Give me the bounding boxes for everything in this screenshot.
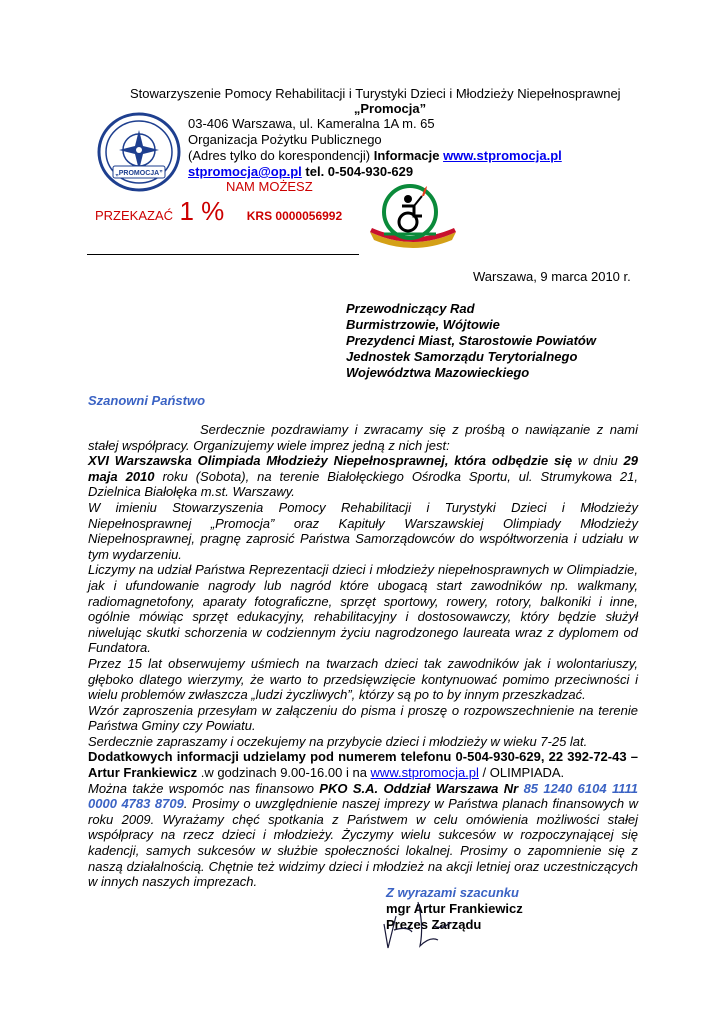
greeting: Szanowni Państwo xyxy=(88,393,206,408)
nam-mozesz: NAM MOŻESZ xyxy=(226,179,313,194)
correspondence-text: (Adres tylko do korespondencji) xyxy=(188,148,374,163)
finance-rest: . Prosimy o uwzględnienie naszej imprezy w Państwa planach finansowych w roku 2009. Wyrażamy chęć spotkania z Państwem w celu omówienia możliwości stałej współpracy na rzecz dzieci i młodzieży. Życzymy wielu sukcesów w rozpoczynającej się kadencji, samych sukcesów w służbie społeczności lokalnej. Prosimy o zapomnienie się z naszą działalnością. Chętnie też widzimy dzieci i młodzież na akcji letniej oraz uczestniczących w innych naszych imprezach. xyxy=(88,796,638,890)
address-line: 03-406 Warszawa, ul. Kameralna 1A m. 65 xyxy=(188,116,435,131)
email-link[interactable]: stpromocja@op.pl xyxy=(188,164,302,179)
org-short-name: „Promocja” xyxy=(353,101,427,116)
paragraph-invite: W imieniu Stowarzyszenia Pomocy Rehabilitacji i Turystyki Dzieci i Młodzieży Niepełnosprawnej „Promocja” oraz Kapituły Warszawskiej Olimpiady Młodzieży Niepełnosprawnej, pragnę zaprosić Państwa Samorządowców do współtworzenia i udziału w tym wydarzeniu. xyxy=(88,499,638,562)
finance-intro: Można także wspomóc nas finansowo xyxy=(88,780,320,796)
contact-line xyxy=(188,164,562,180)
opp-line: Organizacja Pożytku Publicznego xyxy=(188,132,382,147)
bank-account: 85 1240 6104 1111 0000 4783 8709 xyxy=(88,780,638,812)
contact-phones: Dodatkowych informacji udzielamy pod numerem telefonu 0-504-930-629, 22 392-72-43 – Artur Frankiewicz xyxy=(88,749,638,781)
recipient-line: Burmistrzowie, Wójtowie xyxy=(346,317,500,332)
event-date: 29 maja 2010 xyxy=(88,453,638,484)
olympiad-link[interactable]: www.stpromocja.pl xyxy=(370,765,479,781)
header-divider xyxy=(87,254,359,255)
website-link[interactable]: www.stpromocja.pl xyxy=(443,148,562,163)
paragraph-prizes: Liczymy na udział Państwa Reprezentacji dzieci i młodzieży niepełnosprawnych w Olimpiadzie, jak i ufundowanie nagrody lub nagród które ubogacą start zawodników np. walkmany, radiomagnetofony, aparaty fotograficzne, sprzęt sportowy, rowery, rotory, balkoniki i inne, ogólnie mówiąc sprzęt edukacyjny, rehabilitacyjny i dostosowawczy, który będzie służył niwelując skutki schorzenia w codziennym życiu nagrodzonego laureata wraz z dyplomem od Fundatora. xyxy=(88,562,638,656)
signer-name: mgr Artur Frankiewicz xyxy=(386,901,523,916)
info-label: Informacje xyxy=(373,148,444,163)
contact-end: / OLIMPIADA. xyxy=(478,765,565,781)
paragraph-welcome: Serdecznie zapraszamy i oczekujemy na przybycie dzieci i młodzieży w wieku 7-25 lat. xyxy=(88,733,588,749)
signer-title: Prezes Zarządu xyxy=(386,917,482,932)
phone-text: tel. 0-504-930-629 xyxy=(301,164,414,179)
recipient-line: Województwa Mazowieckiego xyxy=(346,365,530,380)
closing-text: Z wyrazami szacunku xyxy=(386,885,519,900)
paragraph-contact xyxy=(88,749,638,780)
letter-date: Warszawa, 9 marca 2010 r. xyxy=(473,269,631,284)
recipient-line: Prezydenci Miast, Starostowie Powiatów xyxy=(346,333,596,348)
przekazac-text: PRZEKAZAĆ xyxy=(95,208,174,223)
logo-text: „PROMOCJA” xyxy=(115,170,163,177)
paragraph-intro: Serdecznie pozdrawiamy i zwracamy się z prośbą o nawiązanie z nami stałej współpracy. Organizujemy wiele imprez jedną z nich jest: xyxy=(88,422,638,453)
recipients-block xyxy=(346,301,596,381)
recipient-line: Jednostek Samorządu Terytorialnego xyxy=(346,349,578,364)
handwritten-signature xyxy=(378,896,458,952)
krs-number: KRS 0000056992 xyxy=(246,209,343,223)
letter-body xyxy=(88,422,638,890)
correspondence-line xyxy=(188,148,562,164)
bank-name: PKO S.A. Oddział Warszawa Nr xyxy=(319,780,524,796)
paragraph-event xyxy=(88,453,638,500)
address-block xyxy=(188,116,562,180)
promocja-logo xyxy=(97,112,181,192)
paragraph-finance xyxy=(88,781,638,890)
event-title: XVI Warszawska Olimpiada Młodzieży Niepełnosprawnej, która odbędzie się xyxy=(88,453,573,469)
percent-text: 1 % xyxy=(179,196,225,226)
org-name: Stowarzyszenie Pomocy Rehabilitacji i Turystyki Dzieci i Młodzieży Niepełnosprawnej xyxy=(130,86,621,101)
paragraph-smiles: Przez 15 lat obserwujemy uśmiech na twarzach dzieci tak zawodników jak i wolontariuszy, głęboko dlatego wierzymy, że warto to przedsięwzięcie kontynuować pomimo przeciwności i wielu problemów zwłaszcza „ludzi życzliwych”, którzy są po to by innym przeszkadzać. xyxy=(88,655,638,703)
przekazac-line xyxy=(95,196,342,227)
event-location: roku (Sobota), na terenie Białołęckiego Ośrodka Sportu, ul. Strumykowa 21, Dzielnica Białołęka m.st. Warszawy. xyxy=(88,468,638,500)
paragraph-template: Wzór zaproszenia przesyłam w załączeniu do pisma i proszę o rozpowszechnienie na terenie Państwa Gminy czy Powiatu. xyxy=(88,702,638,734)
olympiad-logo xyxy=(364,182,462,248)
contact-hours: .w godzinach 9.00-16.00 i na xyxy=(197,765,371,781)
event-date-label: w dniu xyxy=(572,453,624,469)
recipient-line: Przewodniczący Rad xyxy=(346,301,475,316)
